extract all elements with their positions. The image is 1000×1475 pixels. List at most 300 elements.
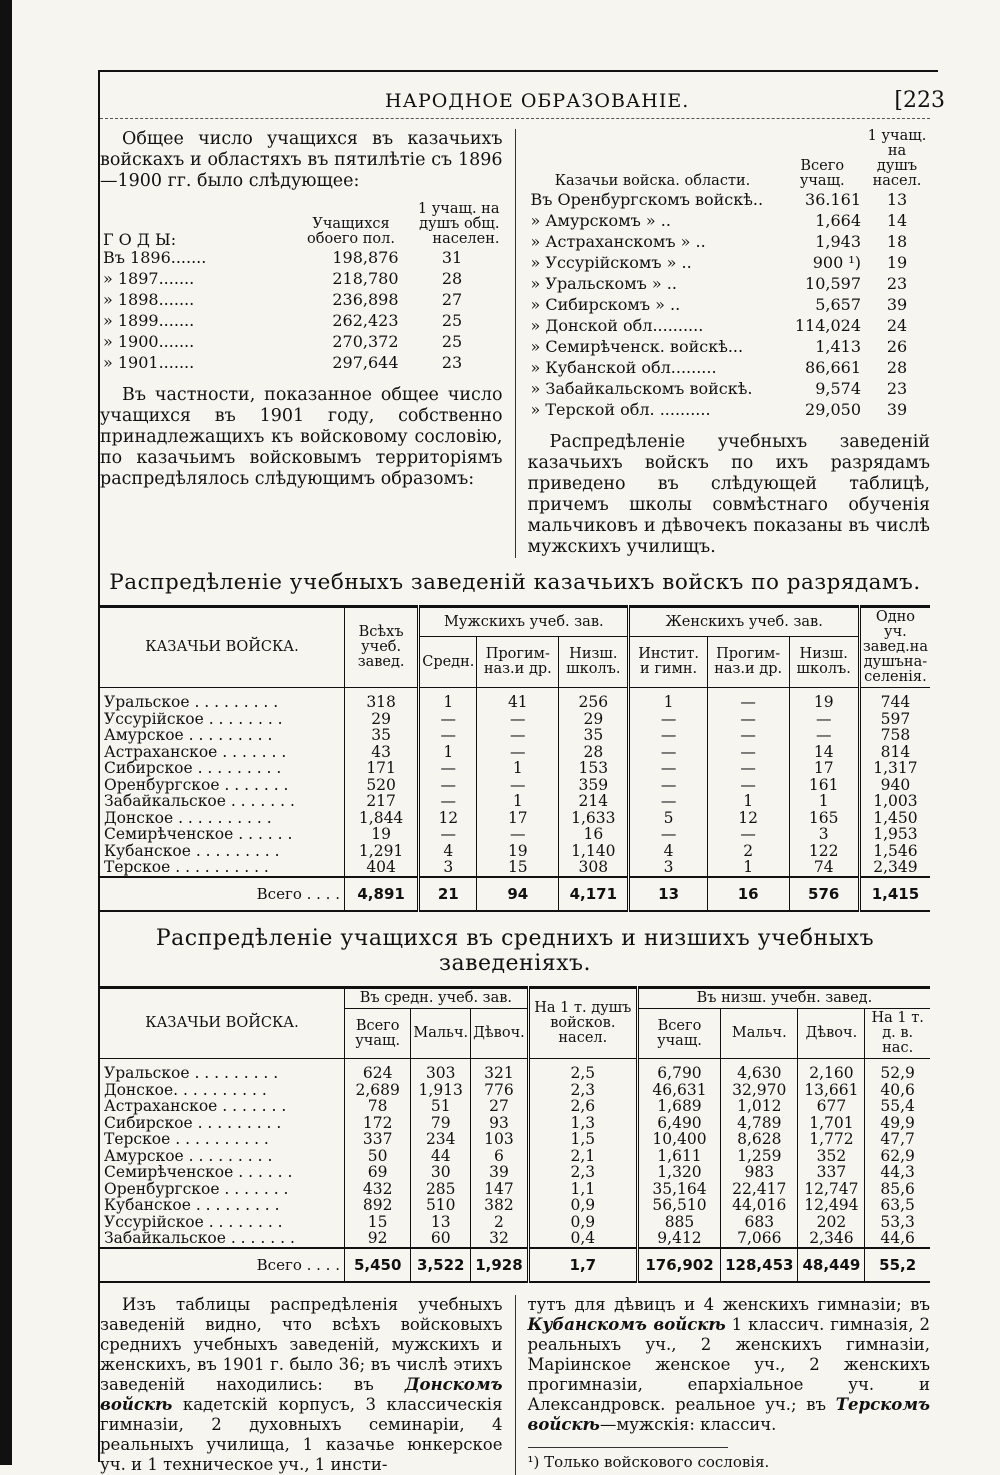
table1-cell: 2,349 xyxy=(859,859,930,877)
table2-total-cell: 48,449 xyxy=(798,1248,865,1283)
table2-cell: Уссурійское . . . . . . . . xyxy=(104,1212,283,1231)
table2-cell: 40,6 xyxy=(865,1082,930,1099)
table1-cell: 5 xyxy=(629,810,707,827)
table1-cell: 41 xyxy=(477,688,559,711)
troops-row xyxy=(528,378,931,399)
table1-cell: Амурское . . . . . . . . . xyxy=(104,726,273,744)
table1-cell: 35 xyxy=(559,727,629,744)
troops-cell: » Кубанской обл......... xyxy=(530,358,717,377)
table1-cell: 161 xyxy=(789,777,859,794)
table2-cell: Астраханское . . . . . . . xyxy=(104,1097,287,1115)
table2-cell: 32 xyxy=(471,1230,529,1248)
table1-cell: 153 xyxy=(559,760,629,777)
page-number: [223 xyxy=(894,88,945,113)
table2-row xyxy=(100,1059,930,1082)
troops-cell: 10,597 xyxy=(805,274,861,293)
table1-cell: — xyxy=(419,793,477,810)
table1-row xyxy=(100,727,930,744)
years-cell: 198,876 xyxy=(332,248,399,267)
table1-cell: — xyxy=(629,793,707,810)
years-cell: 262,423 xyxy=(332,311,399,330)
table1-cell: 122 xyxy=(789,843,859,860)
table1-cell: Уральское . . . . . . . . . xyxy=(104,693,279,711)
table1-cell: — xyxy=(477,777,559,794)
t1-header-all: Всѣхъ учеб. завед. xyxy=(345,607,419,688)
table2-cell: 1,3 xyxy=(528,1115,637,1132)
years-cell: 270,372 xyxy=(332,332,399,351)
table1-cell: — xyxy=(707,727,789,744)
table1-cell: 171 xyxy=(345,760,419,777)
t2-header-g: На 1 т. д. в. нас. xyxy=(865,1009,930,1059)
table1-cell: — xyxy=(419,826,477,843)
table1-cell: — xyxy=(789,711,859,728)
t2-header-a: Всего учащ. xyxy=(345,1009,411,1059)
table1-cell: 1,003 xyxy=(859,793,930,810)
table1-cell: 1 xyxy=(707,859,789,877)
table1-cell: 1 xyxy=(789,793,859,810)
table1-cell: — xyxy=(419,711,477,728)
table1-cell: 35 xyxy=(345,727,419,744)
scan-edge-bar xyxy=(0,0,12,1465)
table2-cell: Уральское . . . . . . . . . xyxy=(104,1064,279,1082)
table1-cell: 1,844 xyxy=(345,810,419,827)
table1-cell: — xyxy=(629,760,707,777)
table2-cell: 56,510 xyxy=(637,1197,720,1214)
table2-cell: 0,4 xyxy=(528,1230,637,1248)
years-cell: » 1900....... xyxy=(103,332,195,351)
table2-row xyxy=(100,1197,930,1214)
table1-cell: — xyxy=(419,727,477,744)
bottom-left-column xyxy=(100,1295,516,1475)
table2-cell: Сибирское . . . . . . . . . xyxy=(104,1113,282,1132)
years-row xyxy=(100,310,503,331)
troops-cell: 1,413 xyxy=(815,337,861,356)
table1-row xyxy=(100,760,930,777)
troops-cell: 114,024 xyxy=(794,316,861,335)
troops-row xyxy=(528,231,931,252)
table2-cell: 12,747 xyxy=(798,1181,865,1198)
t2-header-f: Дѣвоч. xyxy=(798,1009,865,1059)
table1-cell: — xyxy=(789,727,859,744)
bottom-right-paragraph xyxy=(528,1295,931,1435)
bottom-right-column xyxy=(516,1295,931,1475)
table2-cell: 337 xyxy=(798,1164,865,1181)
table1-cell: 744 xyxy=(859,688,930,711)
table2-cell: 12,494 xyxy=(798,1197,865,1214)
troops-cell: 14 xyxy=(886,211,908,230)
years-cell: » 1897....... xyxy=(103,269,195,288)
table1-cell: — xyxy=(707,760,789,777)
troops-row xyxy=(528,189,931,210)
troops-row xyxy=(528,399,931,420)
troops-cell: 18 xyxy=(886,232,908,251)
troops-cell: 24 xyxy=(886,316,908,335)
troops-cell: » Астраханскомъ » .. xyxy=(530,232,706,251)
table1-cell: 1 xyxy=(477,760,559,777)
years-cell: » 1899....... xyxy=(103,311,195,330)
table1-cell: — xyxy=(477,727,559,744)
table2-cell: Донское. . . . . . . . . . xyxy=(104,1080,267,1099)
years-cell: 25 xyxy=(441,311,463,330)
table2-row xyxy=(100,1214,930,1231)
table2-cell: 60 xyxy=(411,1230,471,1248)
table2-cell: 1,611 xyxy=(637,1148,720,1165)
table1-cell: — xyxy=(477,711,559,728)
table1-cell: 3 xyxy=(789,826,859,843)
table2-cell: 2,160 xyxy=(798,1059,865,1082)
table2-cell: 8,628 xyxy=(721,1131,798,1148)
troops-cell: 28 xyxy=(886,358,908,377)
table2-cell: 1,913 xyxy=(411,1082,471,1099)
table2-cell: 47,7 xyxy=(865,1131,930,1148)
table2-cell: 321 xyxy=(471,1059,529,1082)
years-cell: » 1901....... xyxy=(103,353,195,372)
table1-cell: 308 xyxy=(559,859,629,877)
table1-cell: 3 xyxy=(419,859,477,877)
table2-cell: 2 xyxy=(471,1214,529,1231)
table2-cell: 69 xyxy=(345,1164,411,1181)
table2-cell: 382 xyxy=(471,1197,529,1214)
table1-cell: 12 xyxy=(707,810,789,827)
table2-total-cell: 5,450 xyxy=(345,1248,411,1283)
table1-cell: 217 xyxy=(345,793,419,810)
table2-cell: 2,3 xyxy=(528,1082,637,1099)
troops-row xyxy=(528,357,931,378)
t1-header-female: Женскихъ учеб. зав. xyxy=(629,607,859,637)
table1-row xyxy=(100,711,930,728)
table2-cell: 46,631 xyxy=(637,1082,720,1099)
troops-header-ratio: 1 учащ. на душъ насел. xyxy=(867,128,927,189)
emphasis-kuban: Кубанскомъ войскѣ xyxy=(527,1315,726,1334)
troops-cell: 1,664 xyxy=(815,211,861,230)
table2-cell: 51 xyxy=(411,1098,471,1115)
troops-cell: » Семирѣченск. войскѣ... xyxy=(530,337,744,356)
table1-cell: Уссурійское . . . . . . . . xyxy=(104,709,283,728)
troops-header-students: Всего учащ. xyxy=(799,158,845,189)
table2-cell: 337 xyxy=(345,1131,411,1148)
page xyxy=(100,80,945,1475)
t2-header-b: Мальч. xyxy=(411,1009,471,1059)
years-header-ratio: 1 учащ. на душъ общ. населен. xyxy=(417,201,500,247)
table2-cell: 2,346 xyxy=(798,1230,865,1248)
table1-cell: — xyxy=(629,777,707,794)
table2-row xyxy=(100,1131,930,1148)
table2-cell: 1,701 xyxy=(798,1115,865,1132)
table2-cell: 1,259 xyxy=(721,1148,798,1165)
table1-row xyxy=(100,793,930,810)
table1-cell: — xyxy=(629,727,707,744)
table2-cell: 7,066 xyxy=(721,1230,798,1248)
table2-cell: 2,5 xyxy=(528,1059,637,1082)
years-row xyxy=(100,352,503,373)
table1-cell: — xyxy=(629,711,707,728)
troops-cell: » Донской обл.......... xyxy=(530,316,704,335)
troops-row xyxy=(528,315,931,336)
page-header xyxy=(100,80,945,119)
table1-total-cell: 13 xyxy=(629,877,707,912)
table2-cell: 10,400 xyxy=(637,1131,720,1148)
table1-cell: 4 xyxy=(419,843,477,860)
table1-total-cell: 94 xyxy=(477,877,559,912)
years-cell: 218,780 xyxy=(332,269,399,288)
table1-cell: — xyxy=(419,760,477,777)
table2-cell: 1,772 xyxy=(798,1131,865,1148)
table2-cell: 49,9 xyxy=(865,1115,930,1132)
table2-total-cell: 1,7 xyxy=(528,1248,637,1283)
troops-cell: Въ Оренбургскомъ войскѣ.. xyxy=(530,190,764,209)
table2-cell: 13,661 xyxy=(798,1082,865,1099)
table1-cell: 1 xyxy=(419,688,477,711)
table1-cell: 1 xyxy=(629,688,707,711)
table2-cell: 63,5 xyxy=(865,1197,930,1214)
table1-cell: 1 xyxy=(707,793,789,810)
table1-cell: Забайкальское . . . . . . . xyxy=(104,792,295,810)
table1-cell: 758 xyxy=(859,727,930,744)
table1-cell: 1,953 xyxy=(859,826,930,843)
troops-row xyxy=(528,273,931,294)
students-table xyxy=(100,986,930,1283)
table1-cell: — xyxy=(707,744,789,761)
table2-row xyxy=(100,1230,930,1248)
bottom-left-paragraph xyxy=(100,1295,503,1475)
table1-row xyxy=(100,843,930,860)
table1-cell: — xyxy=(707,711,789,728)
table1-total-cell: 16 xyxy=(707,877,789,912)
table2-cell: 1,689 xyxy=(637,1098,720,1115)
troops-cell: 86,661 xyxy=(805,358,861,377)
table1-cell: 520 xyxy=(345,777,419,794)
troops-cell: 5,657 xyxy=(815,295,861,314)
troops-cell: 39 xyxy=(886,295,908,314)
table2-cell: 1,320 xyxy=(637,1164,720,1181)
table1-cell: 14 xyxy=(789,744,859,761)
table1-cell: Астраханское . . . . . . . xyxy=(104,742,287,761)
table1-cell: 214 xyxy=(559,793,629,810)
table1-cell: 19 xyxy=(789,688,859,711)
table1-total-cell: 4,171 xyxy=(559,877,629,912)
table2-row xyxy=(100,1115,930,1132)
table2-cell: 39 xyxy=(471,1164,529,1181)
table1-row xyxy=(100,777,930,794)
table2-cell: 50 xyxy=(345,1148,411,1165)
table1-row xyxy=(100,810,930,827)
table2-cell: 202 xyxy=(798,1214,865,1231)
table1-total-cell: 4,891 xyxy=(345,877,419,912)
table2-total-cell: 176,902 xyxy=(637,1248,720,1283)
text-run: Изъ таблицы распредѣленія учебныхъ заведеній видно, что всѣхъ войсковыхъ среднихъ учебныхъ заведеній, мужскихъ и женскихъ, въ 1901 г. было 36; въ числѣ этихъ заведеній находились: въ xyxy=(100,1295,503,1394)
troops-cell: 13 xyxy=(886,190,908,209)
troops-cell: 1,943 xyxy=(815,232,861,251)
emphasis-terek: Терскомъ войскѣ xyxy=(527,1395,930,1434)
table2-cell: 303 xyxy=(411,1059,471,1082)
troops-cell: » Забайкальскомъ войскѣ. xyxy=(530,379,753,398)
table2-cell: 510 xyxy=(411,1197,471,1214)
table1-cell: Кубанское . . . . . . . . . xyxy=(104,841,280,860)
table2-cell: 52,9 xyxy=(865,1059,930,1082)
emphasis-don: Донскомъ войскѣ xyxy=(100,1375,503,1414)
years-cell: 236,898 xyxy=(332,290,399,309)
table1-cell: 17 xyxy=(789,760,859,777)
troops-cell: 23 xyxy=(886,274,908,293)
table1-cell: 256 xyxy=(559,688,629,711)
t2-header-low: Въ низш. учебн. завед. xyxy=(637,988,930,1009)
table1-row xyxy=(100,826,930,843)
table1-cell: 19 xyxy=(477,843,559,860)
t2-header-name: КАЗАЧЬИ ВОЙСКА. xyxy=(100,988,345,1059)
table2-cell: 1,1 xyxy=(528,1181,637,1198)
text-run: 1 классич. гимназія, 2 реальныхъ уч., 2 женскихъ гимназіи, Маріинское женское уч., 2 женскихъ прогимназіи, епархіальное уч. и Александровск. реальное уч.; въ xyxy=(527,1315,930,1414)
table2-cell: 92 xyxy=(345,1230,411,1248)
table1-cell: Терское . . . . . . . . . . xyxy=(104,858,269,876)
years-cell: » 1898....... xyxy=(103,290,195,309)
table2-cell: Семирѣченское . . . . . . xyxy=(104,1163,293,1181)
table1-cell: 1,633 xyxy=(559,810,629,827)
years-cell: 28 xyxy=(441,269,463,288)
table1-cell: 814 xyxy=(859,744,930,761)
table2-cell: 983 xyxy=(721,1164,798,1181)
table2-cell: 93 xyxy=(471,1115,529,1132)
table2-cell: 22,417 xyxy=(721,1181,798,1198)
table2-total-cell: 55,2 xyxy=(865,1248,930,1283)
troops-cell: » Уссурійскомъ » .. xyxy=(530,253,692,272)
table2-cell: 0,9 xyxy=(528,1214,637,1231)
table2-cell: 285 xyxy=(411,1181,471,1198)
table1-cell: 165 xyxy=(789,810,859,827)
troops-cell: 29,050 xyxy=(805,400,861,419)
troops-cell: » Амурскомъ » .. xyxy=(530,211,671,230)
troops-row xyxy=(528,210,931,231)
troops-cell: » Уральскомъ » .. xyxy=(530,274,677,293)
right-column xyxy=(516,129,931,558)
troops-cell: 23 xyxy=(886,379,908,398)
table1-total-cell: 21 xyxy=(419,877,477,912)
table1-cell: 1,450 xyxy=(859,810,930,827)
table2-cell: 79 xyxy=(411,1115,471,1132)
years-row xyxy=(100,268,503,289)
table1-total-cell: 576 xyxy=(789,877,859,912)
intro-paragraph: Общее число учащихся въ казачьихъ войскахъ и областяхъ въ пятилѣтіе съ 1896—1900 гг. было слѣдующее: xyxy=(100,129,503,191)
troops-cell: » Сибирскомъ » .. xyxy=(530,295,681,314)
table1-cell: — xyxy=(707,826,789,843)
table2-cell: 62,9 xyxy=(865,1148,930,1165)
text-run: кадетскій корпусъ, 3 классическія гимназіи, 2 духовныхъ семинаріи, 4 реальныхъ училища, 1 казачье юнкерское уч. и 1 техническое уч., 1 инсти- xyxy=(100,1395,503,1474)
table1-cell: 3 xyxy=(629,859,707,877)
table2-cell: 44 xyxy=(411,1148,471,1165)
table2-cell: 0,9 xyxy=(528,1197,637,1214)
years-row xyxy=(100,247,503,268)
left-column xyxy=(100,129,516,558)
troops-row xyxy=(528,252,931,273)
schools-paragraph: Распредѣленіе учебныхъ заведеній казачьихъ войскъ по ихъ разрядамъ приведено въ слѣдующей таблицѣ, причемъ школы совмѣстнаго обученія мальчиковъ и дѣвочекъ показаны въ числѣ мужскихъ училищъ. xyxy=(527,432,930,557)
table1-cell: — xyxy=(419,777,477,794)
table1-cell: 1,291 xyxy=(345,843,419,860)
top-columns xyxy=(100,129,930,558)
table2-row xyxy=(100,1181,930,1198)
years-table xyxy=(100,202,503,373)
table2-total-row xyxy=(100,1248,930,1283)
troops-cell: 26 xyxy=(886,337,908,356)
table1-cell: 29 xyxy=(559,711,629,728)
table1-cell: 2 xyxy=(707,843,789,860)
troops-cell: 900 ¹) xyxy=(812,253,861,272)
table2-cell: 55,4 xyxy=(865,1098,930,1115)
text-run: —мужскія: классич. xyxy=(599,1415,777,1434)
table2-cell: 352 xyxy=(798,1148,865,1165)
table1-cell: 940 xyxy=(859,777,930,794)
t2-header-c: Дѣвоч. xyxy=(471,1009,529,1059)
troops-row xyxy=(528,294,931,315)
table1-cell: — xyxy=(629,744,707,761)
table2-cell: 6 xyxy=(471,1148,529,1165)
table1-row xyxy=(100,859,930,877)
table1-cell: 359 xyxy=(559,777,629,794)
table1-cell: 19 xyxy=(345,826,419,843)
t1-header-f1: Инстит. и гимн. xyxy=(629,637,707,688)
table1-cell: 318 xyxy=(345,688,419,711)
table2-cell: 147 xyxy=(471,1181,529,1198)
years-cell: 31 xyxy=(441,248,463,267)
table1-cell: Донское . . . . . . . . . . xyxy=(104,808,272,827)
t2-header-d: Всего учащ. xyxy=(637,1009,720,1059)
years-row xyxy=(100,289,503,310)
table2-cell: 172 xyxy=(345,1115,411,1132)
table1-row xyxy=(100,744,930,761)
table2-cell: 78 xyxy=(345,1098,411,1115)
table2-cell: 4,630 xyxy=(721,1059,798,1082)
years-header-year: Г О Д Ы: xyxy=(103,230,177,249)
table1-total-cell: Всего . . . . xyxy=(100,877,345,912)
table2-cell: 6,790 xyxy=(637,1059,720,1082)
table1-row xyxy=(100,688,930,711)
table2-cell: 683 xyxy=(721,1214,798,1231)
table2-cell: 44,016 xyxy=(721,1197,798,1214)
t2-header-e: Мальч. xyxy=(721,1009,798,1059)
years-cell: 27 xyxy=(441,290,463,309)
table2-cell: 13 xyxy=(411,1214,471,1231)
table1-cell: 17 xyxy=(477,810,559,827)
table2-cell: 27 xyxy=(471,1098,529,1115)
table2-cell: 30 xyxy=(411,1164,471,1181)
table2-cell: 4,789 xyxy=(721,1115,798,1132)
years-cell: 25 xyxy=(441,332,463,351)
table2-row xyxy=(100,1098,930,1115)
table2-cell: 32,970 xyxy=(721,1082,798,1099)
t1-header-per: Одно уч. завед.на душъна-селенія. xyxy=(859,607,930,688)
troops-cell: 19 xyxy=(886,253,908,272)
years-cell: 297,644 xyxy=(332,353,399,372)
table1-cell: 1,546 xyxy=(859,843,930,860)
table2-cell: 35,164 xyxy=(637,1181,720,1198)
table1-cell: — xyxy=(707,688,789,711)
table2-cell: 85,6 xyxy=(865,1181,930,1198)
table2-cell: 2,1 xyxy=(528,1148,637,1165)
table2-cell: Терское . . . . . . . . . . xyxy=(104,1130,269,1148)
table2-total-cell: Всего . . . . xyxy=(100,1248,345,1283)
table1-cell: 1 xyxy=(419,744,477,761)
t1-header-m1: Средн. xyxy=(419,637,477,688)
t1-header-f2: Прогим-наз.и др. xyxy=(707,637,789,688)
t1-header-m3: Низш. школъ. xyxy=(559,637,629,688)
table2-cell: 1,012 xyxy=(721,1098,798,1115)
table2-row xyxy=(100,1148,930,1165)
t1-header-name: КАЗАЧЬИ ВОЙСКА. xyxy=(100,607,345,688)
table1-cell: 597 xyxy=(859,711,930,728)
table2-cell: 234 xyxy=(411,1131,471,1148)
table1-cell: 12 xyxy=(419,810,477,827)
table2-cell: 1,5 xyxy=(528,1131,637,1148)
table2-row xyxy=(100,1082,930,1099)
table1-cell: 1 xyxy=(477,793,559,810)
